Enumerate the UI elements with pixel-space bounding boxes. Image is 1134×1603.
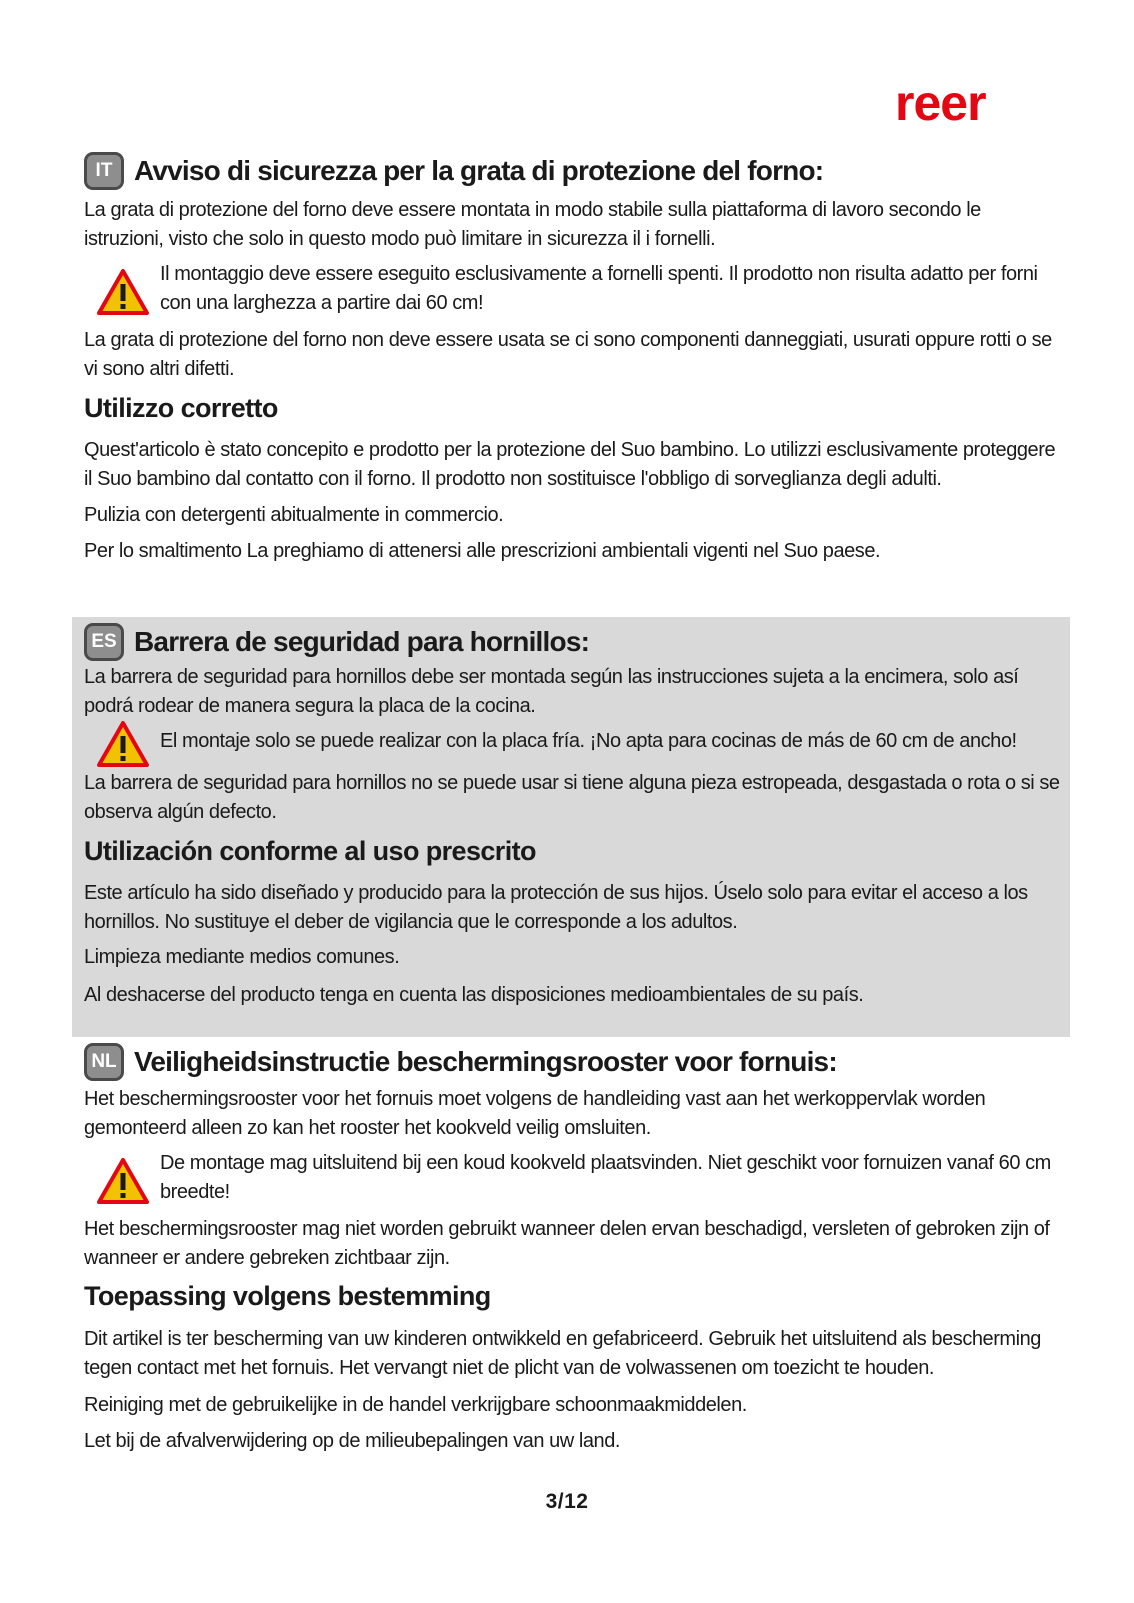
- section-nl: [72, 1041, 1070, 1481]
- language-badge-nl: NL: [84, 1043, 124, 1081]
- language-badge-it: IT: [84, 152, 124, 190]
- use-text: Este artículo ha sido diseñado y producido para la protección de sus hijos. Úselo solo para evitar el acceso a los hornillos. No sustituye el deber de vigilancia que le corresponde a los adultos.: [84, 882, 1028, 933]
- defects-text: Het beschermingsrooster mag niet worden gebruikt wanneer delen ervan beschadigd, versleten of gebroken zijn of wanneer er andere gebreken zichtbaar zijn.: [84, 1218, 1050, 1269]
- use-heading: Utilizzo corretto: [84, 393, 278, 423]
- use-heading: Toepassing volgens bestemming: [84, 1281, 491, 1311]
- cleaning-text: Reiniging met de gebruikelijke in de handel verkrijgbare schoonmaakmiddelen.: [84, 1394, 747, 1416]
- logo-text: reer: [895, 80, 986, 130]
- reer-logo: [895, 80, 1045, 130]
- defects-text: La grata di protezione del forno non deve essere usata se ci sono componenti danneggiati, usurati oppure rotti o se vi sono altri difetti.: [84, 329, 1052, 380]
- section-title: Veiligheidsinstructie beschermingsrooster voor fornuis:: [134, 1046, 837, 1077]
- disposal-text: Per lo smaltimento La preghiamo di attenersi alle prescrizioni ambientali vigenti nel Suo paese.: [84, 540, 881, 562]
- disposal-text: Al deshacerse del producto tenga en cuenta las disposiciones medioambientales de su país.: [84, 984, 864, 1006]
- language-badge-es: ES: [84, 623, 124, 661]
- use-text: Dit artikel is ter bescherming van uw kinderen ontwikkeld en gefabriceerd. Gebruik het uitsluitend als bescherming tegen contact met het fornuis. Het vervangt niet de plicht van de volwassenen om toezicht te houden.: [84, 1328, 1041, 1379]
- page-number: 3/12: [545, 1490, 589, 1513]
- warning-text: De montage mag uitsluitend bij een koud kookveld plaatsvinden. Niet geschikt voor fornuizen vanaf 60 cm breedte!: [160, 1152, 1051, 1203]
- warning-text: Il montaggio deve essere eseguito esclusivamente a fornelli spenti. Il prodotto non risulta adatto per forni con una larghezza a partire dai 60 cm!: [160, 263, 1038, 314]
- intro-text: Het beschermingsrooster voor het fornuis moet volgens de handleiding vast aan het werkoppervlak worden gemonteerd alleen zo kan het rooster het kookveld veilig omsluiten.: [84, 1088, 986, 1139]
- warning-icon: [96, 1157, 150, 1205]
- warning-icon: [96, 720, 150, 768]
- section-it: [72, 150, 1070, 580]
- section-title: Avviso di sicurezza per la grata di protezione del forno:: [134, 155, 824, 186]
- section-title: Barrera de seguridad para hornillos:: [134, 626, 590, 657]
- intro-text: La barrera de seguridad para hornillos debe ser montada según las instrucciones sujeta a la encimera, solo así podrá rodear de manera segura la placa de la cocina.: [84, 666, 1019, 717]
- warning-icon: [96, 268, 150, 316]
- intro-text: La grata di protezione del forno deve essere montata in modo stabile sulla piattaforma di lavoro secondo le istruzioni, visto che solo in questo modo può limitare in sicurezza il i fornelli.: [84, 199, 981, 250]
- warning-text: El montaje solo se puede realizar con la placa fría. ¡No apta para cocinas de más de 60 cm de ancho!: [160, 730, 1017, 752]
- section-heading: [84, 1041, 837, 1083]
- use-heading: Utilización conforme al uso prescrito: [84, 836, 536, 866]
- defects-text: La barrera de seguridad para hornillos no se puede usar si tiene alguna pieza estropeada, desgastada o rota o si se observa algún defecto.: [84, 772, 1060, 823]
- cleaning-text: Pulizia con detergenti abitualmente in commercio.: [84, 504, 504, 526]
- section-heading: [84, 621, 589, 663]
- section-heading: [84, 150, 823, 192]
- use-text: Quest'articolo è stato concepito e prodotto per la protezione del Suo bambino. Lo utilizzi esclusivamente proteggere il Suo bambino dal contatto con il forno. Il prodotto non sostituisce l'obbligo di sorveglianza degli adulti.: [84, 439, 1056, 490]
- section-es: [72, 617, 1070, 1037]
- cleaning-text: Limpieza mediante medios comunes.: [84, 946, 400, 968]
- disposal-text: Let bij de afvalverwijdering op de milieubepalingen van uw land.: [84, 1430, 621, 1452]
